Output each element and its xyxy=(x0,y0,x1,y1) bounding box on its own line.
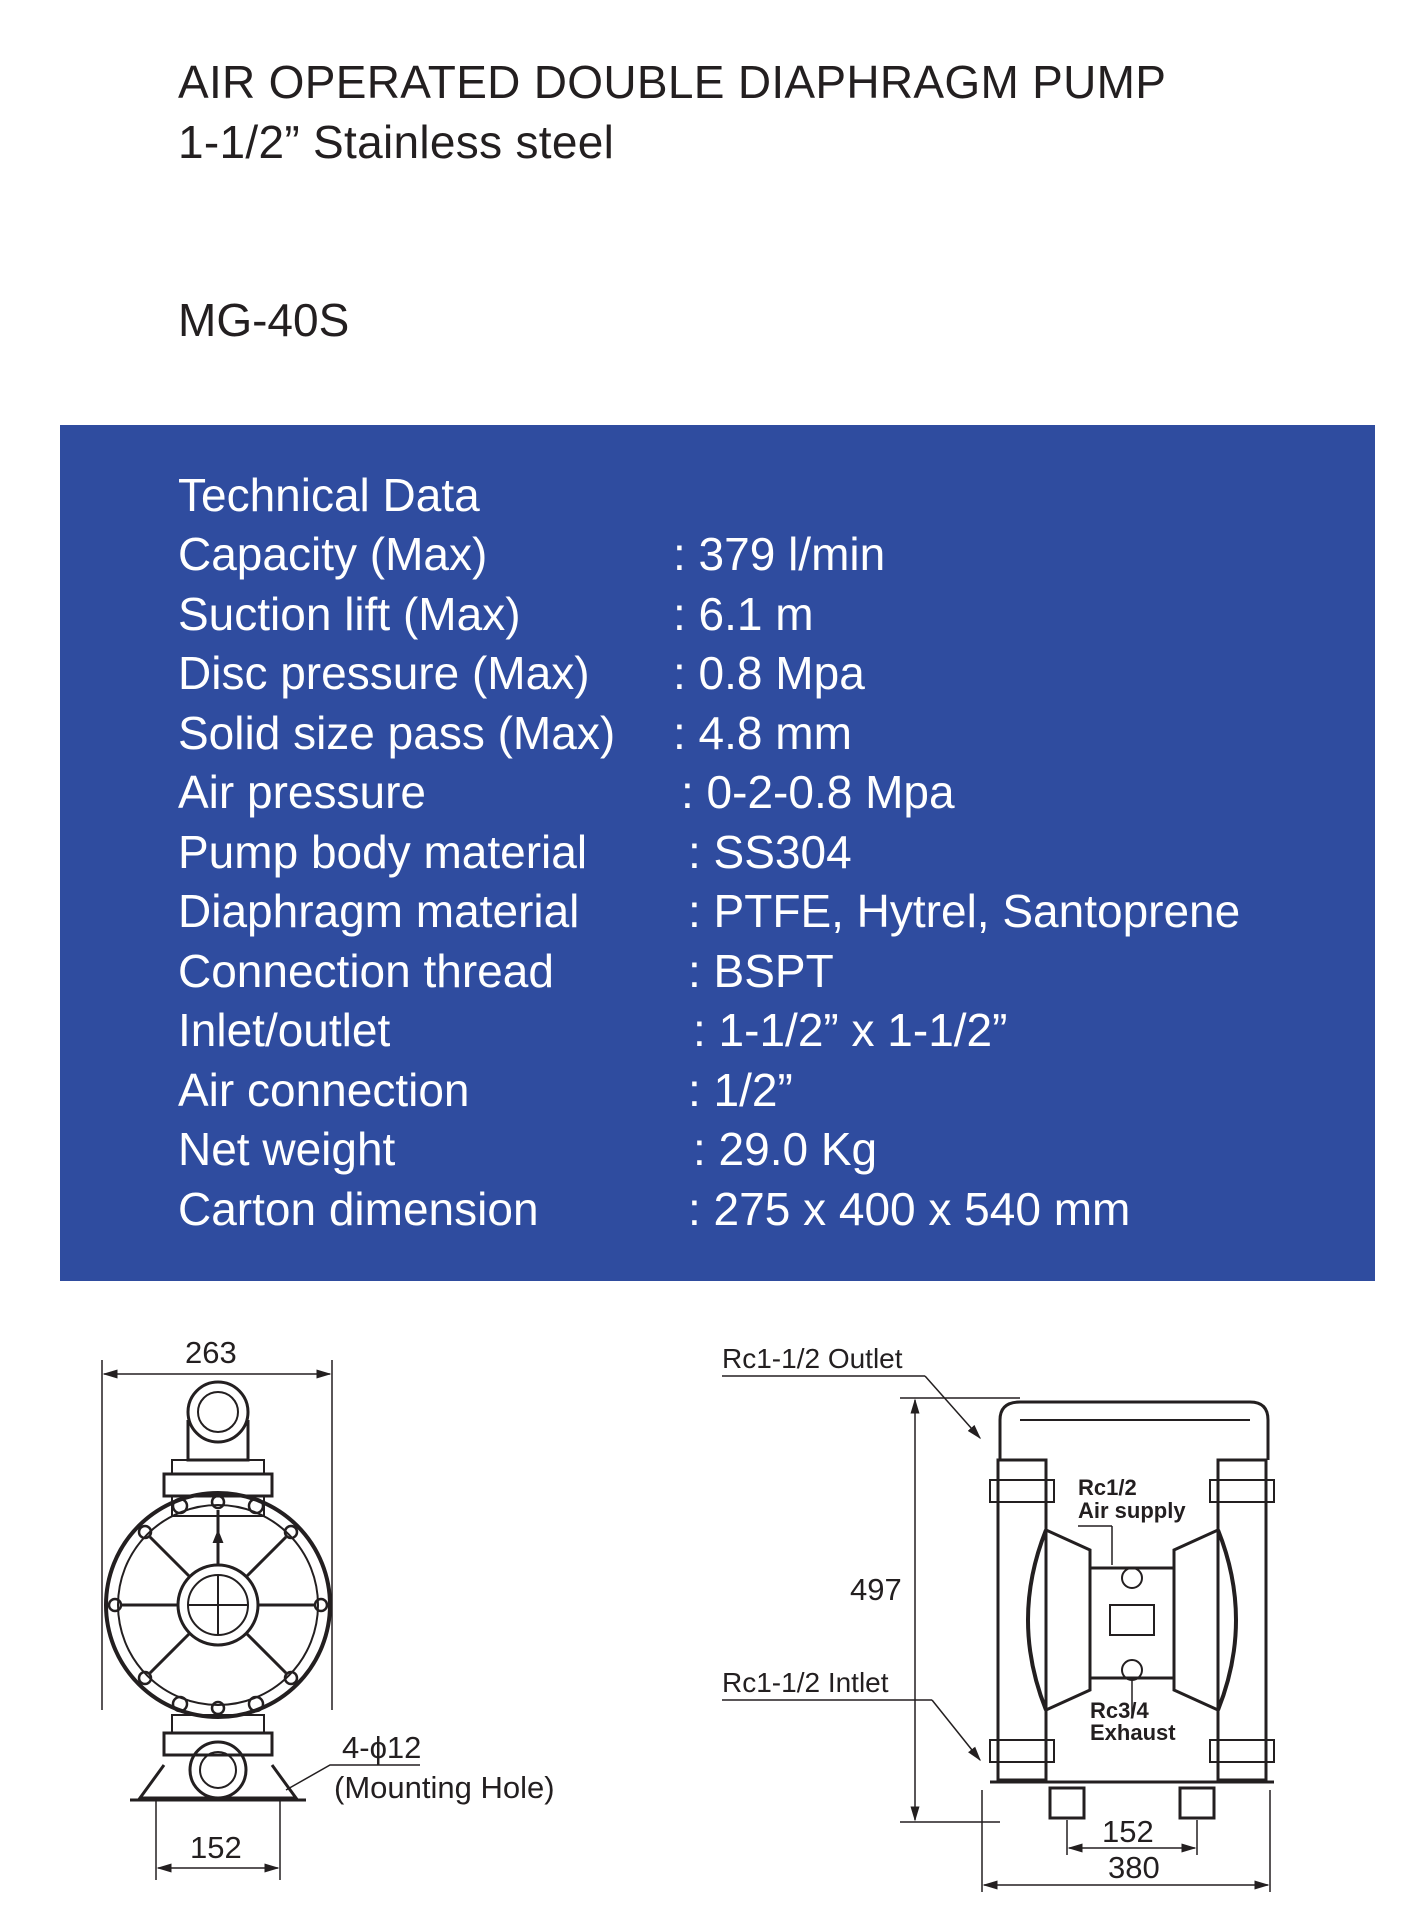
spec-value: : 4.8 mm xyxy=(673,706,852,759)
spec-label: Carton dimension xyxy=(178,1182,539,1235)
spec-row-suction-lift xyxy=(178,585,1358,645)
spec-label: Diaphragm material xyxy=(178,885,580,937)
spec-row-body-material xyxy=(178,823,1358,883)
spec-value: : 1-1/2” x 1-1/2” xyxy=(693,1004,1008,1056)
spec-label: Inlet/outlet xyxy=(178,1004,391,1056)
spec-row-connection-thread xyxy=(178,942,1358,1002)
spec-label: Net weight xyxy=(178,1123,396,1175)
front-base-label: 152 xyxy=(190,1830,242,1865)
spec-label: Capacity (Max) xyxy=(178,528,488,580)
spec-label: Suction lift (Max) xyxy=(178,587,521,640)
model-number: MG-40S xyxy=(178,294,350,346)
spec-row-disc-pressure xyxy=(178,644,1358,704)
title-line-2: 1-1/2” Stainless steel xyxy=(178,116,615,168)
spec-value: : 29.0 Kg xyxy=(693,1123,878,1175)
spec-label: Air pressure xyxy=(178,766,426,818)
side-view-drawing xyxy=(722,1376,1274,1892)
air-supply-label: Air supply xyxy=(1078,1498,1186,1523)
mounting-hole-label: 4-ϕ12 xyxy=(342,1730,422,1765)
title-line-1: AIR OPERATED DOUBLE DIAPHRAGM PUMP xyxy=(178,56,1167,108)
air-supply-size-label: Rc1/2 xyxy=(1078,1475,1137,1500)
spec-row-diaphragm-material xyxy=(178,882,1358,942)
spec-value: : 379 l/min xyxy=(673,528,886,580)
spec-value: : 0.8 Mpa xyxy=(673,647,865,699)
front-width-label: 263 xyxy=(185,1335,237,1370)
inlet-label: Rc1-1/2 Intlet xyxy=(722,1667,889,1698)
spec-row-net-weight xyxy=(178,1120,1358,1180)
spec-value: : 0-2-0.8 Mpa xyxy=(681,766,955,818)
exhaust-label: Exhaust xyxy=(1090,1720,1176,1745)
technical-drawings xyxy=(0,1320,1424,1900)
page-title xyxy=(178,52,1166,172)
spec-row-air-pressure xyxy=(178,763,1358,823)
drawings-svg xyxy=(0,1320,1424,1900)
exhaust-size-label: Rc3/4 xyxy=(1090,1698,1149,1723)
spec-label: Disc pressure (Max) xyxy=(178,647,590,699)
spec-row-air-connection xyxy=(178,1061,1358,1121)
base-outer-label: 380 xyxy=(1108,1850,1160,1885)
spec-value: : 6.1 m xyxy=(673,587,814,640)
spec-row-inlet-outlet xyxy=(178,1001,1358,1061)
spec-label: Connection thread xyxy=(178,944,554,997)
mounting-hole-note: (Mounting Hole) xyxy=(334,1770,555,1805)
spec-list xyxy=(178,525,1358,1239)
height-label: 497 xyxy=(850,1572,902,1607)
spec-row-carton-dimension xyxy=(178,1180,1358,1240)
spec-row-capacity xyxy=(178,525,1358,585)
spec-value: : SS304 xyxy=(688,825,852,878)
outlet-label: Rc1-1/2 Outlet xyxy=(722,1343,903,1374)
spec-row-solid-size xyxy=(178,704,1358,764)
spec-label: Air connection xyxy=(178,1063,470,1116)
spec-value: : 1/2” xyxy=(688,1063,793,1116)
spec-label: Pump body material xyxy=(178,825,588,878)
technical-data-panel xyxy=(60,425,1375,1281)
technical-data-heading: Technical Data xyxy=(178,469,480,521)
spec-value: : 275 x 400 x 540 mm xyxy=(688,1182,1131,1235)
spec-label: Solid size pass (Max) xyxy=(178,706,616,759)
spec-value: : PTFE, Hytrel, Santoprene xyxy=(688,885,1241,937)
spec-value: : BSPT xyxy=(688,944,834,997)
base-inner-label: 152 xyxy=(1102,1814,1154,1849)
